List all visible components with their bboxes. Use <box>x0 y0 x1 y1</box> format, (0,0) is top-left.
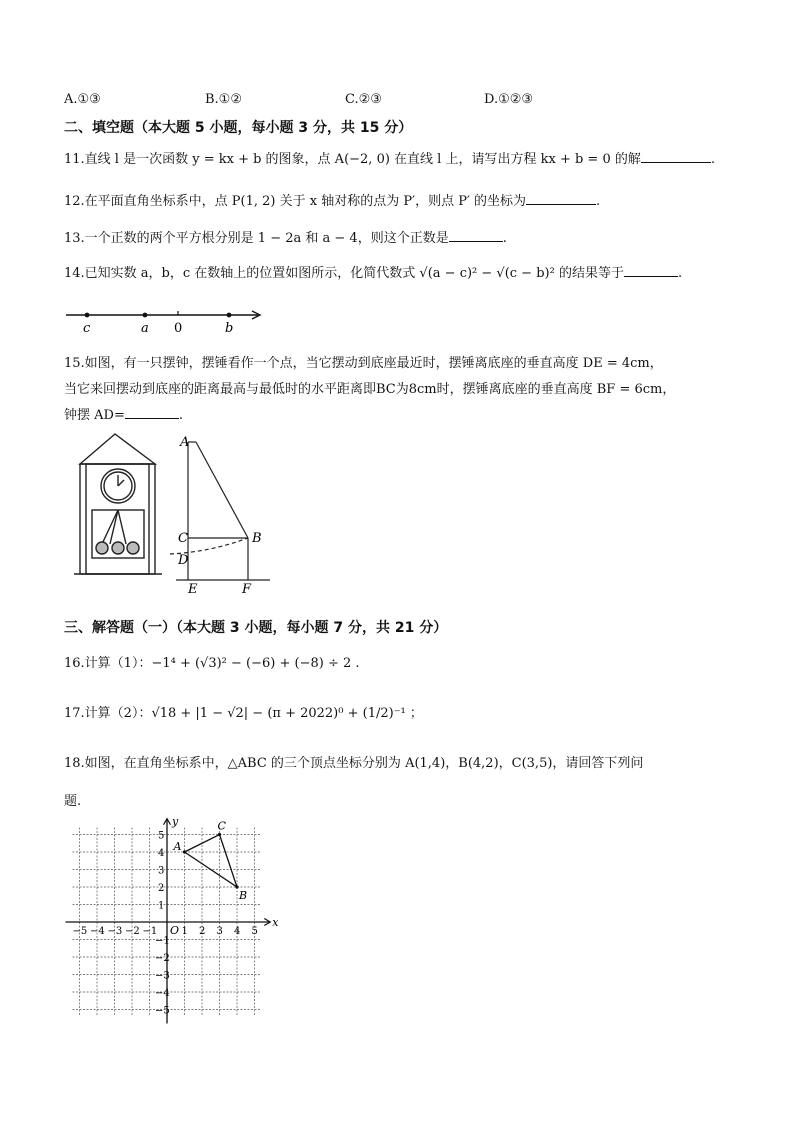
option-a: A.①③ <box>64 92 101 107</box>
clock-icon <box>74 434 162 574</box>
x-tick-label: −3 <box>107 926 123 937</box>
label-0: 0 <box>174 321 183 336</box>
vertex-label-b: B <box>239 889 248 902</box>
question-13-text: 13.一个正数的两个平方根分别是 1 − 2a 和 a − 4，则这个正数是 <box>64 231 449 246</box>
y-tick-label: 5 <box>158 830 165 842</box>
triangle-abc <box>173 820 248 903</box>
point-c <box>85 313 90 318</box>
question-14: 14.已知实数 a，b，c 在数轴上的位置如图所示，化简代数式 √(a − c)² − √(c − b)² 的结果等于 . <box>64 266 683 281</box>
label-F: F <box>242 582 252 597</box>
triangle-outline <box>185 835 238 888</box>
label-B: B <box>252 531 262 546</box>
x-tick-label: −1 <box>142 926 158 937</box>
section-2-heading: 二、填空题（本大题 5 小题，每小题 3 分，共 15 分） <box>64 120 413 136</box>
origin-label: O <box>170 924 180 937</box>
question-14-text: 14.已知实数 a，b，c 在数轴上的位置如图所示，化简代数式 √(a − c)² − √(c − b)² 的结果等于 <box>64 266 624 281</box>
label-E: E <box>188 582 198 597</box>
y-tick-label: 1 <box>158 900 165 912</box>
x-tick-label: 1 <box>181 926 188 937</box>
question-16: 16.计算（1）：−1⁴ + (√3)² − (−6) + (−8) ÷ 2 . <box>64 656 360 671</box>
y-tick-label: −2 <box>155 953 170 964</box>
label-C: C <box>178 531 188 546</box>
question-15-line-1: 15.如图，有一只摆钟，摆锤看作一个点，当它摆动到底座最近时，摆锤离底座的垂直高度 DE = 4cm， <box>64 356 663 371</box>
x-tick-label: −5 <box>72 926 88 937</box>
vertex-a <box>183 850 186 853</box>
point-a <box>143 313 148 318</box>
x-tick-label: 3 <box>216 926 223 937</box>
number-line-figure <box>62 305 272 335</box>
question-17: 17.计算（2）：√18 + |1 − √2| − (π + 2022)⁰ + (1/2)⁻¹ ； <box>64 706 423 721</box>
vertex-c <box>218 833 221 836</box>
vertex-label-c: C <box>217 819 226 833</box>
answer-blank-15 <box>125 406 179 419</box>
y-tick-label: −4 <box>155 988 170 999</box>
label-A: A <box>180 435 190 450</box>
vertex-label-a: A <box>173 840 182 853</box>
question-12: 12.在平面直角坐标系中，点 P(1, 2) 关于 x 轴对称的点为 P′，则点 P′ 的坐标为 . <box>64 194 601 209</box>
x-tick-label: −2 <box>125 926 140 937</box>
question-13: 13.一个正数的两个平方根分别是 1 − 2a 和 a − 4，则这个正数是 . <box>64 231 507 246</box>
question-15-line-2: 当它来回摆动到底座的距离最高与最低时的水平距离即BC为8cm时，摆锤离底座的垂直高度 BF = 6cm， <box>64 382 676 397</box>
x-axis-label: x <box>272 916 279 929</box>
y-axis-label: y <box>172 814 179 828</box>
section-3-heading: 三、解答题（一）（本大题 3 小题，每小题 7 分，共 21 分） <box>64 620 448 636</box>
option-c: C.②③ <box>345 92 382 107</box>
label-c: c <box>83 321 91 336</box>
y-tick-label: 3 <box>158 865 165 877</box>
y-tick-label: 2 <box>158 883 165 894</box>
question-18-line-2: 题. <box>64 794 82 809</box>
y-tick-label: 4 <box>158 848 165 859</box>
pendulum-clock-figure <box>70 428 285 596</box>
answer-blank-13 <box>449 229 503 242</box>
line-ab <box>196 442 248 538</box>
answer-blank-11 <box>641 150 711 163</box>
x-tick-label: 2 <box>199 926 206 937</box>
x-tick-label: 5 <box>251 926 258 937</box>
option-b: B.①② <box>205 92 242 107</box>
label-a: a <box>141 321 149 336</box>
y-tick-label: −1 <box>155 935 170 947</box>
question-18-line-1: 18.如图，在直角坐标系中，△ABC 的三个顶点坐标分别为 A(1,4)，B(4,2)，C(3,5)，请回答下列问 <box>64 756 644 771</box>
question-12-text: 12.在平面直角坐标系中，点 P(1, 2) 关于 x 轴对称的点为 P′，则点 P′ 的坐标为 <box>64 194 527 209</box>
x-tick-label: 4 <box>234 926 241 937</box>
y-tick-label: −5 <box>155 1005 170 1017</box>
x-tick-label: −4 <box>90 926 105 937</box>
option-d: D.①②③ <box>484 92 534 107</box>
answer-blank-14 <box>624 264 678 277</box>
answer-blank-12 <box>526 192 596 205</box>
label-D: D <box>178 553 189 568</box>
y-tick-label: −3 <box>155 970 170 982</box>
label-b: b <box>225 321 234 336</box>
question-11-text: 11.直线 l 是一次函数 y = kx + b 的图象，点 A(−2, 0) 在直线 l 上，请写出方程 kx + b = 0 的解 <box>64 152 641 167</box>
question-15-line-3-text: 钟摆 AD= <box>64 408 125 423</box>
question-11: 11.直线 l 是一次函数 y = kx + b 的图象，点 A(−2, 0) 在直线 l 上，请写出方程 kx + b = 0 的解 . <box>64 152 715 167</box>
question-15-line-3: 钟摆 AD= . <box>64 408 183 423</box>
point-b <box>227 313 232 318</box>
coordinate-grid-figure <box>66 814 281 1027</box>
